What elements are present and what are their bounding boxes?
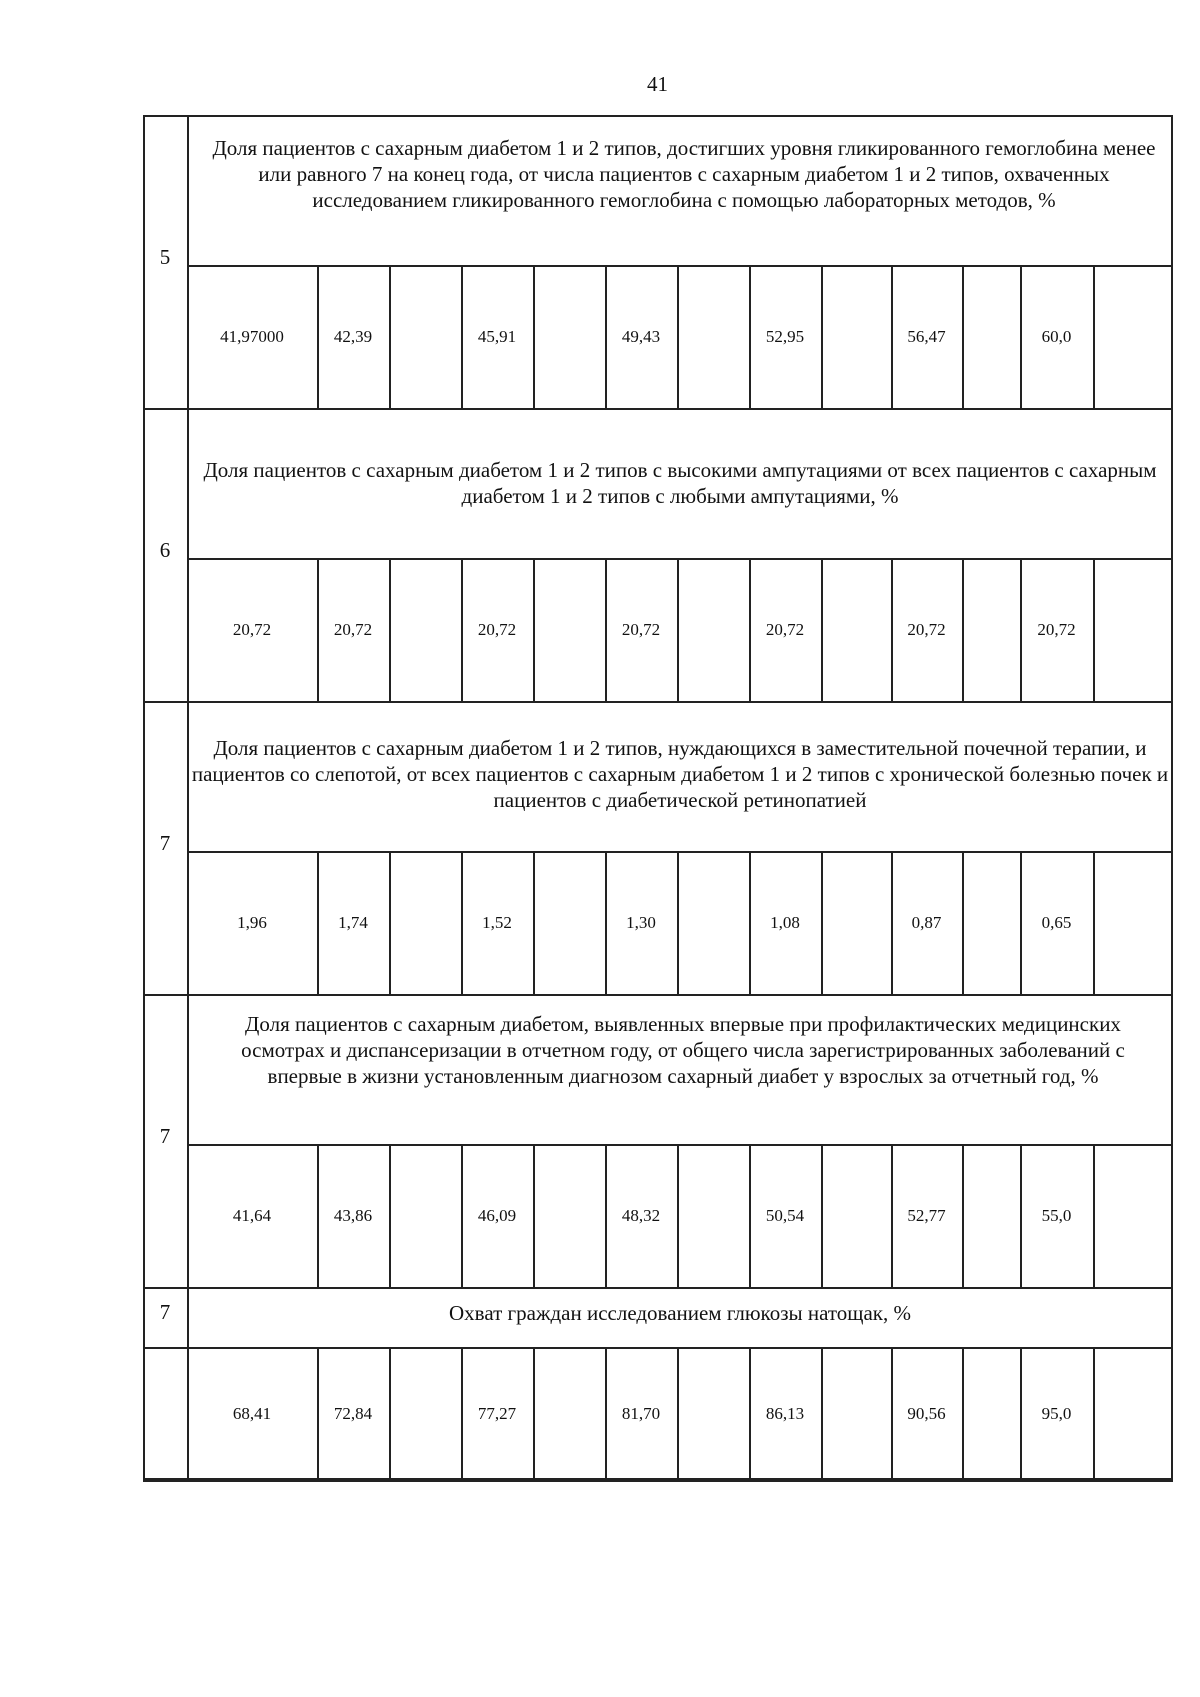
table-border (187, 851, 1173, 853)
indicators-table (143, 115, 1173, 1480)
table-border (143, 115, 145, 1480)
indicator-value: 1,74 (338, 912, 368, 932)
table-border (533, 558, 535, 701)
table-border (187, 558, 1173, 560)
table-border (821, 265, 823, 408)
indicator-value: 48,32 (621, 1205, 661, 1225)
indicator-value: 0,65 (1041, 912, 1072, 932)
table-border (143, 701, 1173, 703)
table-border (143, 1480, 1173, 1482)
row-number: 7 (159, 1124, 171, 1148)
row-number: 6 (159, 538, 171, 562)
table-border (389, 1144, 391, 1287)
indicator-value: 1,30 (626, 912, 656, 932)
indicator-value: 20,72 (1037, 619, 1076, 639)
indicator-value: 41,97000 (220, 326, 284, 346)
indicator-value: 45,91 (477, 326, 517, 346)
table-border (389, 558, 391, 701)
indicator-value: 60,0 (1041, 326, 1072, 346)
table-border (143, 408, 1173, 410)
table-border (533, 851, 535, 994)
indicator-value: 49,43 (621, 326, 661, 346)
indicator-value: 20,72 (232, 619, 272, 639)
page-number: 41 (647, 72, 668, 96)
indicator-title: Доля пациентов с сахарным диабетом 1 и 2 типов, нуждающихся в заместительной почечной терапии, и пациентов со слепотой, от всех пациентов с сахарным диабетом 1 и 2 типов с хронической болезнью почек и пациентов с диабетической ретинопатией (191, 736, 1169, 812)
table-border (677, 851, 679, 994)
table-border (821, 558, 823, 701)
table-border (962, 1347, 964, 1480)
table-border (389, 1347, 391, 1480)
table-border (143, 1287, 1173, 1289)
indicator-title: Доля пациентов с сахарным диабетом, выявленных впервые при профилактических медицинских осмотрах и диспансеризации в отчетном году, от общего числа зарегистрированных заболеваний с впервые в жизни установленным диагнозом сахарный диабет у взрослых за отчетный год, % (241, 1012, 1125, 1088)
indicator-value: 95,0 (1041, 1403, 1072, 1423)
row-number: 7 (159, 1300, 171, 1324)
table-border (143, 115, 1173, 117)
indicator-value: 55,0 (1041, 1205, 1072, 1225)
indicator-value: 68,41 (232, 1403, 272, 1423)
indicator-value: 77,27 (477, 1403, 517, 1423)
indicator-value: 20,72 (333, 619, 373, 639)
table-border (821, 851, 823, 994)
row-number: 7 (159, 831, 171, 855)
table-border (677, 1347, 679, 1480)
indicator-value: 72,84 (333, 1403, 373, 1423)
table-border (187, 115, 189, 1480)
table-border (821, 1347, 823, 1480)
table-border (533, 1144, 535, 1287)
table-border (962, 558, 964, 701)
indicator-value: 90,56 (907, 1403, 946, 1423)
indicator-value: 20,72 (477, 619, 517, 639)
indicator-value: 81,70 (621, 1403, 661, 1423)
indicator-value: 42,39 (333, 326, 373, 346)
table-border (533, 265, 535, 408)
table-border (962, 1144, 964, 1287)
table-border (1093, 265, 1095, 408)
indicator-value: 1,08 (770, 912, 800, 932)
indicator-title: Доля пациентов с сахарным диабетом 1 и 2 типов с высокими ампутациями от всех пациентов с сахарным диабетом 1 и 2 типов с любыми ампутациями, % (203, 458, 1157, 508)
indicator-value: 43,86 (333, 1205, 373, 1225)
table-border (677, 558, 679, 701)
table-border (533, 1347, 535, 1480)
indicator-value: 1,52 (482, 912, 512, 932)
row-number: 5 (159, 245, 171, 269)
table-border (389, 851, 391, 994)
indicator-value: 20,72 (621, 619, 661, 639)
indicator-value: 0,87 (911, 912, 942, 932)
table-border (187, 265, 1173, 267)
indicator-value: 52,95 (765, 326, 805, 346)
indicator-title: Доля пациентов с сахарным диабетом 1 и 2 типов, достигших уровня гликированного гемоглобина менее или равного 7 на конец года, от числа пациентов с сахарным диабетом 1 и 2 типов, охваченных исследованием гликированного гемоглобина с помощью лабораторных методов, % (212, 136, 1156, 212)
table-border (962, 851, 964, 994)
indicator-value: 20,72 (907, 619, 946, 639)
indicator-value: 46,09 (477, 1205, 517, 1225)
table-border (1093, 558, 1095, 701)
indicator-value: 41,64 (232, 1205, 272, 1225)
indicator-value: 56,47 (907, 326, 946, 346)
table-border (1171, 115, 1173, 1480)
table-border (187, 1144, 1173, 1146)
table-border (962, 265, 964, 408)
table-border (389, 265, 391, 408)
table-border (143, 994, 1173, 996)
table-border (1093, 1144, 1095, 1287)
table-border (821, 1144, 823, 1287)
table-border (677, 1144, 679, 1287)
table-border (1093, 851, 1095, 994)
indicator-value: 86,13 (765, 1403, 805, 1423)
indicator-value: 1,96 (237, 912, 267, 932)
indicator-value: 20,72 (765, 619, 805, 639)
table-border (677, 265, 679, 408)
table-border (143, 1347, 187, 1349)
indicator-value: 50,54 (765, 1205, 805, 1225)
table-border (187, 1347, 1173, 1349)
table-border (1093, 1347, 1095, 1480)
indicator-value: 52,77 (907, 1205, 946, 1225)
indicator-title: Охват граждан исследованием глюкозы натощак, % (449, 1301, 911, 1325)
